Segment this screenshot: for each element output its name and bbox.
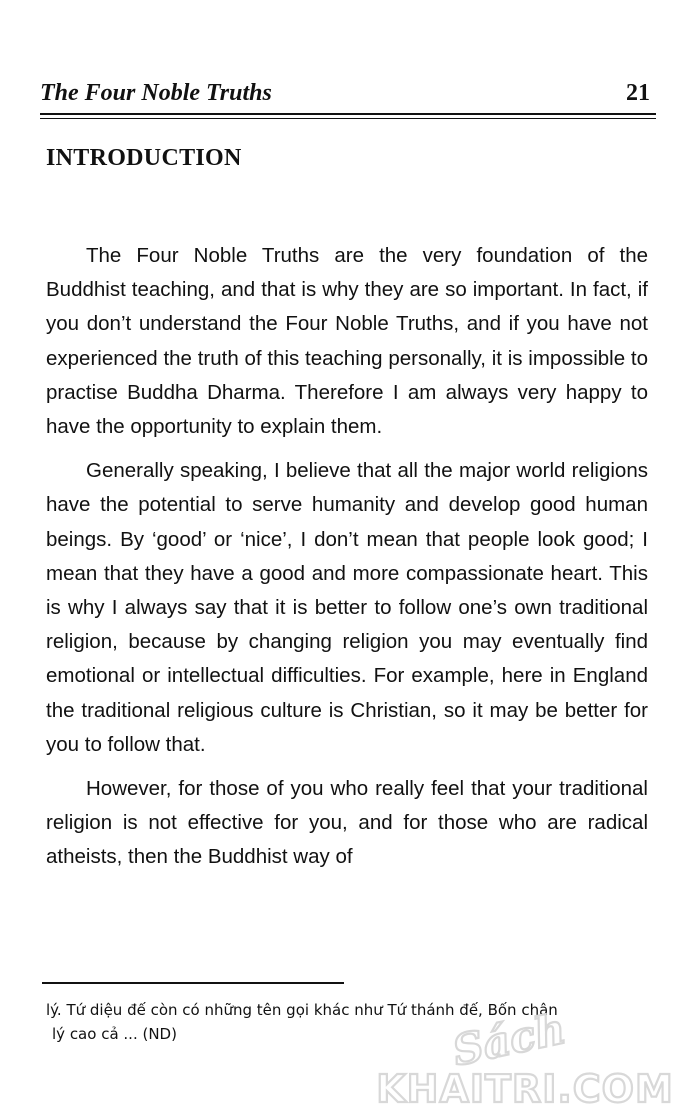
header-rule-thick [40,113,656,115]
watermark-script-text: Sách [448,1004,570,1076]
watermark-brand-text: KHAITRI.COM [376,1067,674,1111]
running-header [40,80,660,116]
footnote-line-2: lý cao cả ... (ND) [52,1025,177,1043]
body-text [46,239,648,885]
page-number: 21 [626,80,650,106]
header-rule-thin [40,118,656,119]
paragraph-1: The Four Noble Truths are the very foundation of the Buddhist teaching, and that is why they are so important. In fact, if you don’t understand the Four Noble Truths, and if you have not experienced the truth of this teaching personally, it is impossible to practise Buddha Dharma. Therefore I am always very happy to have the opportunity to explain them. [46,244,648,439]
footnote-rule [42,982,344,984]
paragraph-2: Generally speaking, I believe that all the major world religions have the potential to serve humanity and develop good human beings. By ‘good’ or ‘nice’, I don’t mean that people look good; I mean that they have a good and more compassionate heart. This is why I always say that it is better to follow one’s own traditional religion, because by changing religion you may eventually find emotional or intellectual difficulties. For example, here in England the traditional religious culture is Christian, so it may be better for you to follow that. [46,459,648,756]
footnote-line-1: lý. Tứ diệu đế còn có những tên gọi khác như Tứ thánh đế, Bốn chân [46,1001,558,1019]
paragraph-3: However, for those of you who really feel that your traditional religion is not effective for you, and for those who are radical atheists, then the Buddhist way of [46,777,648,869]
section-heading: INTRODUCTION [46,145,242,171]
running-title: The Four Noble Truths [40,80,272,106]
watermark-logo [360,1004,690,1116]
